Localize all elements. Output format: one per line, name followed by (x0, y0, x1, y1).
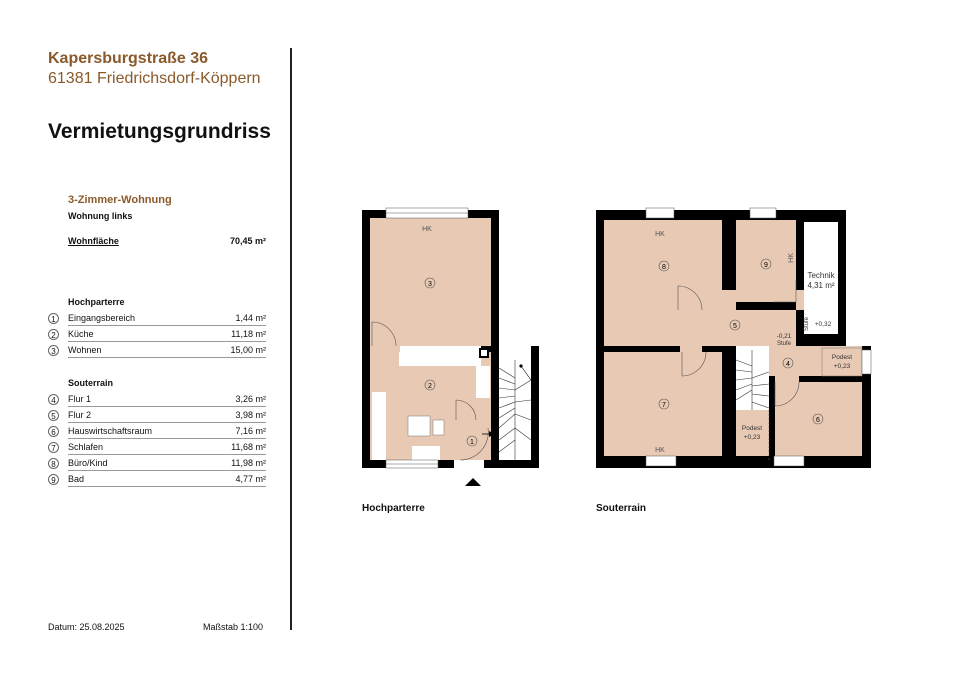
page-title: Vermietungsgrundriss (48, 120, 271, 143)
room-number-badge: 7 (48, 442, 59, 453)
room-area: 3,98 m² (235, 410, 266, 420)
technik-area: 4,31 m² (807, 281, 835, 290)
address-city: 61381 Friedrichsdorf-Köppern (48, 70, 261, 87)
su-hk-label-8: HK (655, 231, 665, 238)
room-name: Eingangsbereich (68, 313, 136, 323)
svg-text:6: 6 (816, 417, 820, 424)
stufe-label-vertical: Stufe (804, 316, 810, 332)
room-number-badge: 9 (48, 474, 59, 485)
room-row (48, 410, 266, 424)
podest-right-label: Podest (831, 354, 853, 361)
svg-text:3: 3 (428, 281, 432, 288)
floor-plans (300, 190, 900, 500)
total-area-value: 70,45 m² (229, 236, 266, 246)
room-area: 11,68 m² (231, 442, 266, 452)
room-number-badge: 3 (48, 345, 59, 356)
room-number-badge: 8 (48, 458, 59, 469)
room-number-badge: 1 (48, 313, 59, 324)
svg-text:4: 4 (786, 361, 790, 368)
hp-counter-left (372, 392, 386, 460)
row-divider (68, 422, 266, 423)
svg-text:9: 9 (764, 262, 768, 269)
row-divider (68, 325, 266, 326)
floor-heading-hochparterre: Hochparterre (68, 297, 125, 307)
row-divider (68, 341, 266, 342)
row-divider (68, 486, 266, 487)
technik-label: Technik (807, 271, 835, 280)
room-area: 11,18 m² (231, 329, 266, 339)
su-hk-label-7: HK (655, 447, 665, 454)
room-row (48, 329, 266, 343)
svg-text:5: 5 (733, 323, 737, 330)
plan-hochparterre (362, 208, 539, 486)
podest-left-label: Podest (741, 425, 763, 432)
hp-chair (433, 420, 444, 435)
divider-line (290, 48, 292, 630)
hp-hk-label: HK (422, 226, 432, 233)
row-divider (68, 454, 266, 455)
podest-left-level: +0,23 (743, 434, 761, 441)
room-number-badge: 5 (48, 410, 59, 421)
room-number-badge: 4 (48, 394, 59, 405)
hp-column-inner (481, 350, 487, 356)
hp-counter-right (476, 366, 490, 398)
row-divider (68, 438, 266, 439)
room-name: Schlafen (68, 442, 104, 452)
room-row (48, 426, 266, 440)
podest-right-level: +0,23 (833, 363, 851, 370)
row-divider (68, 406, 266, 407)
room-area: 11,98 m² (231, 458, 266, 468)
su-room-9 (736, 220, 796, 302)
room-name: Bad (68, 474, 85, 484)
room-row (48, 474, 266, 488)
room-row (48, 458, 266, 472)
su-podest-left (736, 410, 769, 456)
unit-type: 3-Zimmer-Wohnung (68, 194, 172, 206)
room-row (48, 394, 266, 408)
svg-text:1: 1 (470, 439, 474, 446)
room-number-badge: 6 (48, 426, 59, 437)
room-name: Küche (68, 329, 94, 339)
row-divider (68, 357, 266, 358)
room-row (48, 442, 266, 456)
room-area: 3,26 m² (235, 394, 266, 404)
room-name: Büro/Kind (68, 458, 108, 468)
level-b: +0,32 (814, 321, 832, 328)
room-area: 1,44 m² (235, 313, 266, 323)
room-row (48, 313, 266, 327)
room-number-badge: 2 (48, 329, 59, 340)
svg-text:7: 7 (662, 402, 666, 409)
hp-counter-top (399, 346, 481, 366)
date-label: Datum: 25.08.2025 (48, 622, 125, 632)
level-a: -0,21 (776, 333, 792, 340)
room-row (48, 345, 266, 359)
su-podest-right (822, 348, 862, 376)
plan-label-hochparterre: Hochparterre (362, 503, 425, 514)
room-name: Wohnen (68, 345, 102, 355)
room-name: Flur 2 (68, 410, 92, 420)
svg-text:8: 8 (662, 264, 666, 271)
room-name: Flur 1 (68, 394, 92, 404)
room-name: Hauswirtschaftsraum (68, 426, 153, 436)
address-street: Kapersburgstraße 36 (48, 50, 209, 67)
su-hk-label-9: HK (788, 253, 795, 263)
entrance-arrow-icon (465, 478, 481, 486)
plan-label-souterrain: Souterrain (596, 503, 647, 514)
plan-souterrain (596, 208, 871, 468)
total-area-row (68, 236, 266, 246)
scale-label: Maßstab 1:100 (203, 622, 264, 632)
room-area: 4,77 m² (235, 474, 266, 484)
unit-position: Wohnung links (68, 211, 133, 221)
hp-table (408, 416, 430, 436)
row-divider (68, 470, 266, 471)
hp-cabinet (412, 446, 440, 460)
floor-heading-souterrain: Souterrain (68, 378, 114, 388)
svg-text:2: 2 (428, 383, 432, 390)
room-area: 7,16 m² (235, 426, 266, 436)
total-area-label: Wohnfläche (68, 236, 119, 246)
room-area: 15,00 m² (230, 345, 266, 355)
stufe-label: Stufe (776, 341, 792, 347)
